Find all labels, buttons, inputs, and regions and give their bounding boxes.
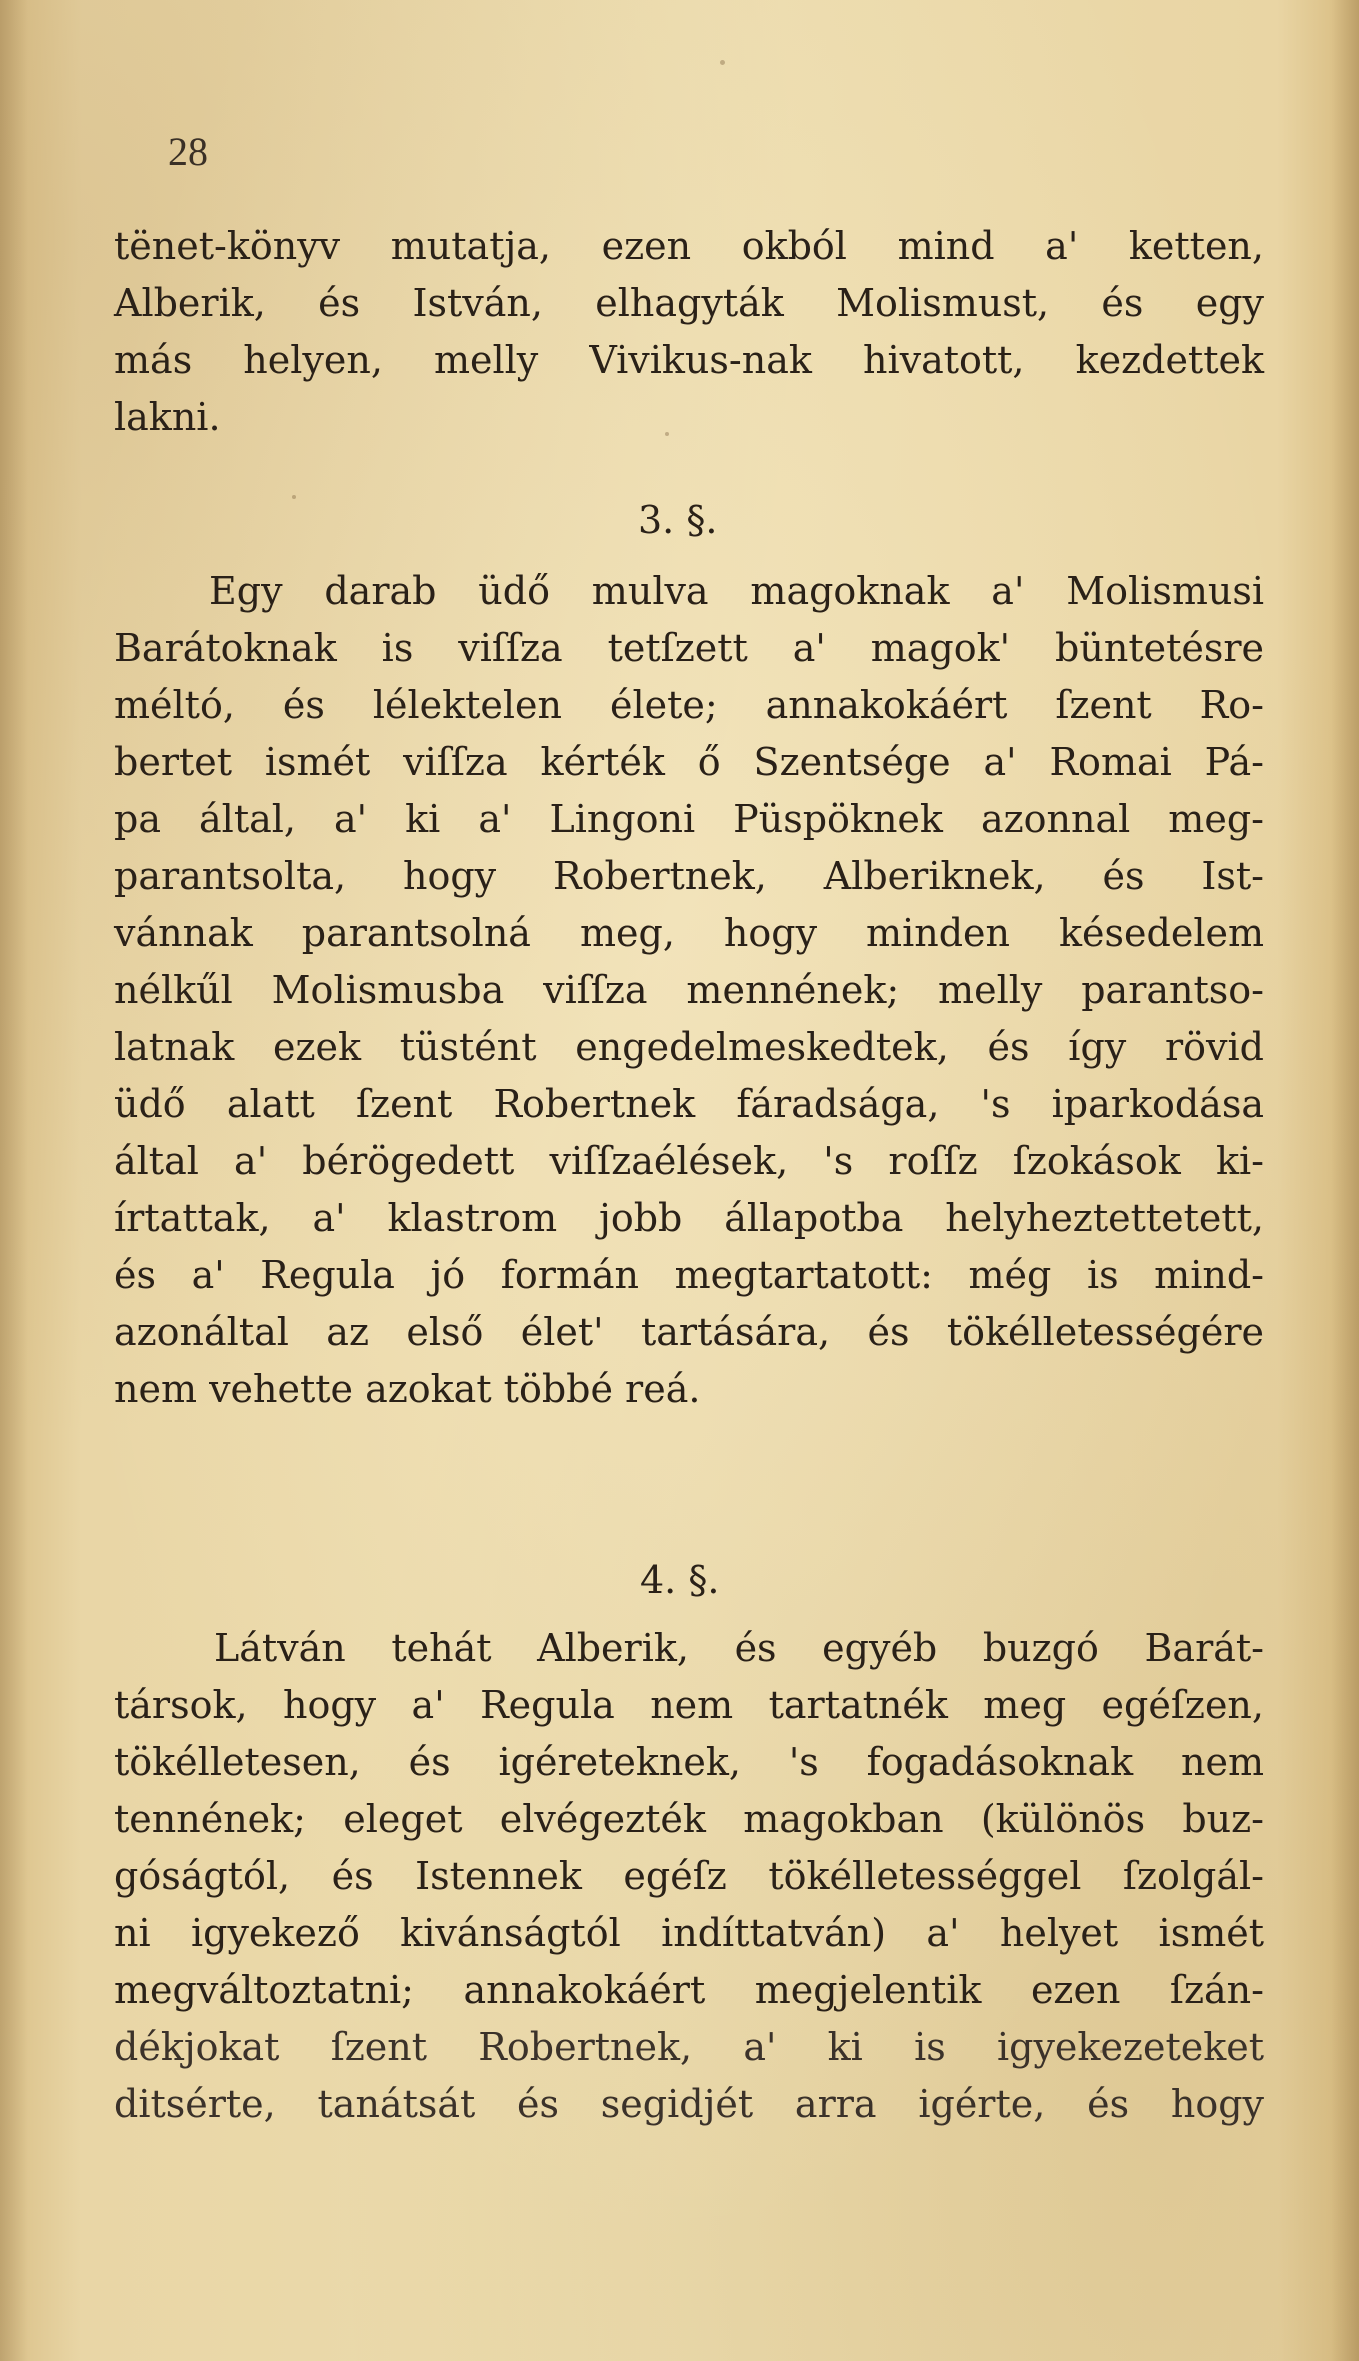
section-heading-3: 3. §.	[638, 498, 718, 542]
text-line: írtattak, a' klastrom jobb állapotba helyheztettetett,	[114, 1196, 1264, 1240]
text-line: latnak ezek tüstént engedelmeskedtek, és így rövid	[114, 1025, 1264, 1069]
text-line: Alberik, és István, elhagyták Molismust, és egy	[114, 281, 1264, 325]
text-line: méltó, és lélektelen élete; annakokáért ſzent Ro-	[114, 683, 1264, 727]
text-line: vánnak parantsolná meg, hogy minden késedelem	[114, 911, 1264, 955]
text-line: bertet ismét viſſza kérték ő Szentsége a' Romai Pá-	[114, 740, 1264, 784]
text-line: tökélletesen, és igéreteknek, 's fogadásoknak nem	[114, 1740, 1264, 1784]
text-line: ni igyekező kivánságtól indíttatván) a' helyet ismét	[114, 1911, 1264, 1955]
text-line: lakni.	[114, 395, 221, 439]
text-line: tënet-könyv mutatja, ezen okból mind a' ketten,	[114, 224, 1264, 268]
text-line: pa által, a' ki a' Lingoni Püspöknek azonnal meg-	[114, 797, 1264, 841]
text-line: által a' bérögedett viſſzaélések, 's roſſz ſzokások ki-	[114, 1139, 1264, 1183]
paper-speck	[720, 60, 725, 65]
paragraph-1	[114, 218, 1264, 446]
text-line: nem vehette azokat többé reá.	[114, 1367, 701, 1411]
text-line: Egy darab üdő mulva magoknak a' Molismusi	[209, 569, 1264, 613]
text-line: parantsolta, hogy Robertnek, Alberiknek, és Ist-	[114, 854, 1264, 898]
text-line: nélkűl Molismusba viſſza mennének; melly parantso-	[114, 968, 1264, 1012]
text-line: dékjokat ſzent Robertnek, a' ki is igyekezeteket	[114, 2025, 1264, 2069]
page-number: 28	[168, 129, 208, 174]
text-line: más helyen, melly Vivikus-nak hivatott, kezdettek	[114, 338, 1264, 382]
text-line: ditsérte, tanátsát és segidjét arra igérte, és hogy	[114, 2082, 1264, 2126]
page-edge-shadow-right	[1331, 0, 1359, 2361]
text-line: és a' Regula jó formán megtartatott: még is mind-	[114, 1253, 1264, 1297]
text-line: góságtól, és Istennek egéſz tökélletességgel ſzolgál-	[114, 1854, 1264, 1898]
paragraph-2	[114, 563, 1264, 1418]
page-edge-shadow-left	[0, 0, 28, 2361]
text-line: Látván tehát Alberik, és egyéb buzgó Barát-	[214, 1626, 1264, 1670]
paragraph-3	[114, 1620, 1264, 2133]
text-line: azonáltal az első élet' tartására, és tökélletességére	[114, 1310, 1264, 1354]
text-line: társok, hogy a' Regula nem tartatnék meg egéſzen,	[114, 1683, 1264, 1727]
text-line: megváltoztatni; annakokáért megjelentik ezen ſzán-	[114, 1968, 1264, 2012]
text-line: tennének; eleget elvégezték magokban (különös buz-	[114, 1797, 1264, 1841]
text-line: Barátoknak is viſſza tetſzett a' magok' büntetésre	[114, 626, 1264, 670]
text-line: üdő alatt ſzent Robertnek fáradsága, 's iparkodása	[114, 1082, 1264, 1126]
section-heading-4: 4. §.	[640, 1558, 720, 1602]
paper-speck	[292, 495, 296, 499]
